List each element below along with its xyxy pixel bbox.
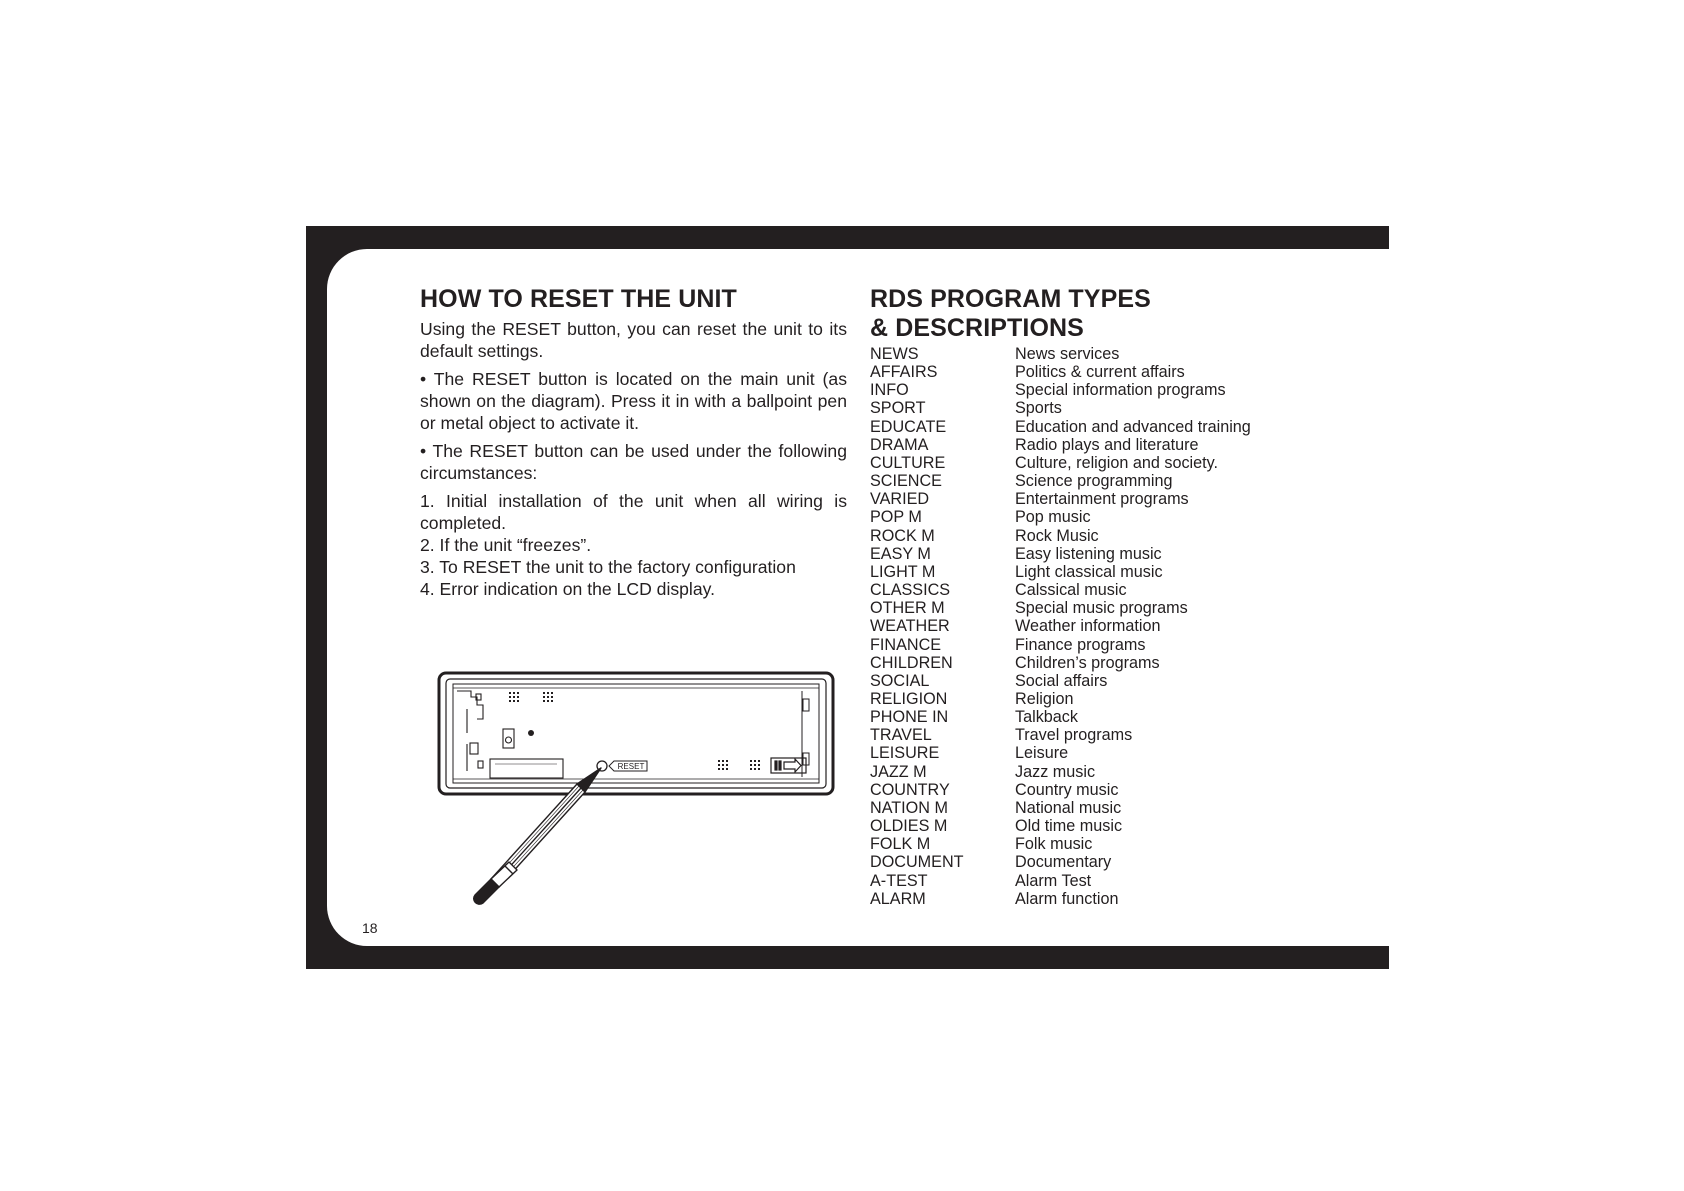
rds-program-description: Special information programs (1015, 381, 1226, 400)
rds-program-description: Light classical music (1015, 562, 1163, 581)
eject-arrow-icon (771, 758, 806, 773)
rds-program-row (870, 890, 1300, 908)
rds-program-code: WEATHER (870, 617, 950, 636)
rds-program-description: News services (1015, 345, 1120, 363)
rds-program-code: CULTURE (870, 453, 946, 472)
rds-program-row (870, 799, 1300, 817)
rds-program-row (870, 636, 1300, 654)
rds-program-code: EASY M (870, 544, 931, 563)
circumstance-item: 2. If the unit “freezes”. (420, 535, 592, 555)
rds-program-code: SPORT (870, 399, 926, 418)
rds-program-description: National music (1015, 798, 1122, 817)
rds-program-description: Easy listening music (1015, 544, 1162, 563)
rds-program-description: Documentary (1015, 853, 1112, 872)
rds-program-row (870, 563, 1300, 581)
rds-program-description: Finance programs (1015, 635, 1146, 654)
vent-grille-icon (509, 692, 760, 770)
reset-title: HOW TO RESET THE UNIT (420, 285, 737, 313)
rds-program-description: Education and advanced training (1015, 417, 1251, 436)
rds-program-description: Social affairs (1015, 671, 1108, 690)
page-frame (306, 226, 1389, 969)
rds-program-description: Religion (1015, 689, 1074, 708)
rds-program-code: SCIENCE (870, 472, 942, 491)
rds-program-row (870, 436, 1300, 454)
rds-program-description: Pop music (1015, 508, 1091, 527)
rds-program-description: Talkback (1015, 708, 1078, 727)
rds-program-row (870, 381, 1300, 399)
rds-title (870, 285, 1300, 343)
circumstance-item: 3. To RESET the unit to the factory configuration (420, 557, 796, 577)
rds-program-description: Special music programs (1015, 599, 1188, 618)
rds-program-description: Entertainment programs (1015, 490, 1189, 509)
circumstances-list (420, 490, 847, 600)
rds-title-line: & DESCRIPTIONS (870, 314, 1084, 342)
rds-program-code: NEWS (870, 345, 919, 363)
rds-program-row (870, 872, 1300, 890)
rds-program-row (870, 708, 1300, 726)
rds-program-row (870, 781, 1300, 799)
rds-program-list (870, 345, 1300, 908)
rds-program-code: SOCIAL (870, 671, 930, 690)
reset-diagram (437, 669, 847, 914)
rds-title-line: RDS PROGRAM TYPES (870, 285, 1151, 313)
rds-section (870, 285, 1300, 908)
rds-program-code: RELIGION (870, 689, 948, 708)
rds-program-row (870, 454, 1300, 472)
rds-program-description: Calssical music (1015, 581, 1127, 600)
rds-program-code: ALARM (870, 889, 926, 908)
reset-bullet-location: • The RESET button is located on the main unit (as shown on the diagram). Press it in with a ballpoint pen or metal object to activate it. (420, 369, 847, 433)
rds-program-code: EDUCATE (870, 417, 947, 436)
rds-program-row (870, 527, 1300, 545)
rds-program-description: Travel programs (1015, 726, 1133, 745)
rds-program-description: Alarm function (1015, 889, 1119, 908)
circumstance-item: 1. Initial installation of the unit when all wiring is completed. (420, 491, 847, 533)
reset-section (420, 285, 847, 600)
rds-program-code: NATION M (870, 798, 948, 817)
rds-program-code: AFFAIRS (870, 363, 938, 382)
rds-program-code: POP M (870, 508, 922, 527)
rds-program-row (870, 617, 1300, 635)
rds-program-code: A-TEST (870, 871, 928, 890)
rds-program-row (870, 399, 1300, 417)
rds-program-code: JAZZ M (870, 762, 927, 781)
head-unit-faceplate (439, 673, 833, 794)
rds-program-code: LEISURE (870, 744, 940, 763)
rds-program-description: Country music (1015, 780, 1119, 799)
rds-program-code: INFO (870, 381, 909, 400)
rds-program-description: Jazz music (1015, 762, 1096, 781)
rds-program-row (870, 545, 1300, 563)
rds-program-description: Rock Music (1015, 526, 1099, 545)
rds-program-description: Science programming (1015, 472, 1173, 491)
rds-program-code: TRAVEL (870, 726, 932, 745)
rds-program-row (870, 581, 1300, 599)
rds-program-row (870, 472, 1300, 490)
rds-program-description: Sports (1015, 399, 1062, 418)
rds-program-row (870, 345, 1300, 363)
rds-program-row (870, 817, 1300, 835)
rds-program-code: OTHER M (870, 599, 945, 618)
rds-program-description: Leisure (1015, 744, 1069, 763)
rds-program-description: Old time music (1015, 817, 1123, 836)
circumstance-item: 4. Error indication on the LCD display. (420, 579, 716, 599)
rds-program-description: Weather information (1015, 617, 1161, 636)
page-number: 18 (362, 920, 378, 936)
rds-program-row (870, 763, 1300, 781)
rds-program-row (870, 726, 1300, 744)
reset-button (597, 761, 647, 771)
rds-program-row (870, 363, 1300, 381)
rds-program-row (870, 490, 1300, 508)
rds-program-description: Children’s programs (1015, 653, 1160, 672)
rds-program-description: Folk music (1015, 835, 1093, 854)
rds-program-code: OLDIES M (870, 817, 948, 836)
rds-program-row (870, 690, 1300, 708)
rds-program-description: Politics & current affairs (1015, 363, 1185, 382)
rds-program-description: Culture, religion and society. (1015, 453, 1219, 472)
rds-program-row (870, 654, 1300, 672)
rds-program-code: VARIED (870, 490, 930, 509)
rds-program-description: Alarm Test (1015, 871, 1092, 890)
indicator-dot (528, 730, 534, 736)
rds-program-row (870, 672, 1300, 690)
rds-program-code: COUNTRY (870, 780, 950, 799)
rds-program-code: LIGHT M (870, 562, 936, 581)
rds-program-code: FOLK M (870, 835, 931, 854)
rds-program-code: DRAMA (870, 435, 929, 454)
rds-program-row (870, 835, 1300, 853)
rds-program-code: DOCUMENT (870, 853, 964, 872)
reset-intro: Using the RESET button, you can reset the unit to its default settings. (420, 319, 847, 361)
rds-program-code: CLASSICS (870, 581, 951, 600)
left-connector-block (457, 691, 563, 778)
rds-program-row (870, 418, 1300, 436)
rds-program-code: ROCK M (870, 526, 935, 545)
rds-program-code: PHONE IN (870, 708, 949, 727)
rds-program-code: CHILDREN (870, 653, 953, 672)
rds-program-row (870, 744, 1300, 762)
rds-program-row (870, 599, 1300, 617)
rds-program-description: Radio plays and literature (1015, 435, 1199, 454)
rds-program-row (870, 853, 1300, 871)
rds-program-row (870, 508, 1300, 526)
reset-button-label: RESET (617, 762, 645, 771)
reset-bullet-circumstances: • The RESET button can be used under the following circumstances: (420, 441, 847, 483)
rds-program-code: FINANCE (870, 635, 942, 654)
page-sheet (327, 249, 1389, 946)
